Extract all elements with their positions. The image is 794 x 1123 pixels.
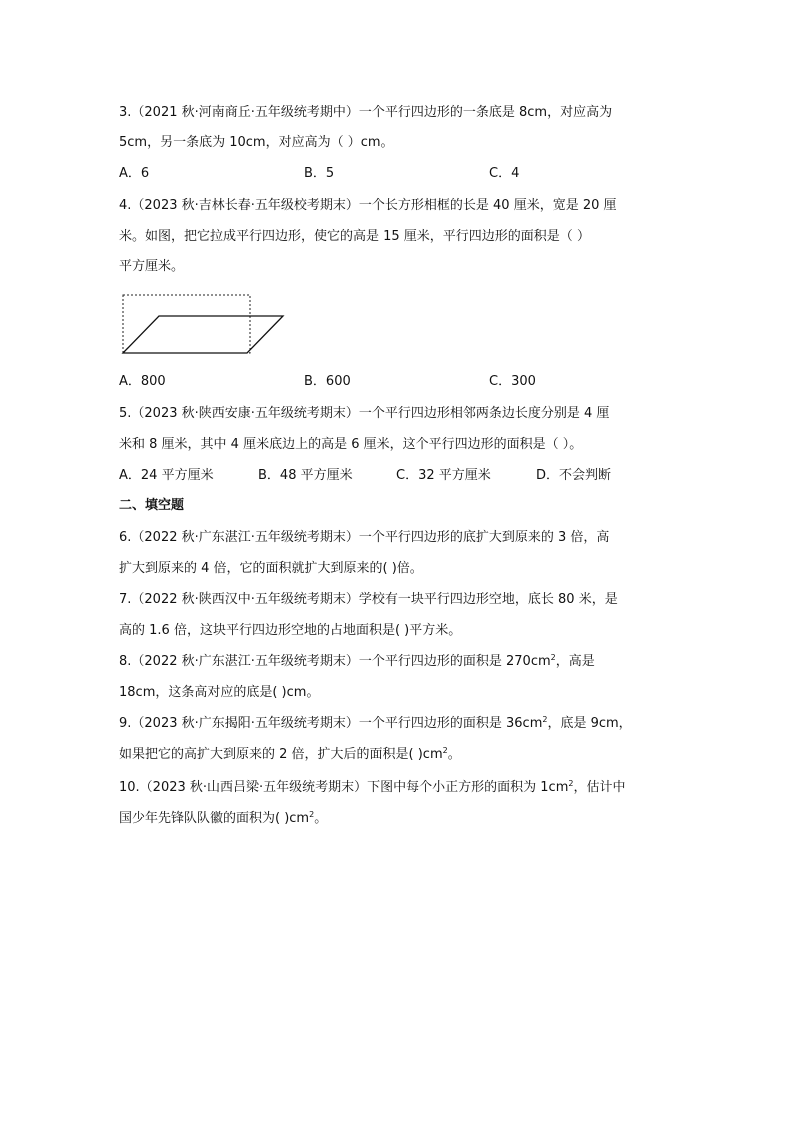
q10-superscript-2: 2	[309, 810, 315, 819]
q9-superscript-2: 2	[442, 746, 448, 755]
q5-line2: 米和 8 厘米，其中 4 厘米底边上的高是 6 厘米，这个平行四边形的面积是（ ）。	[119, 437, 583, 452]
q10-superscript-1: 2	[568, 779, 574, 788]
q8-superscript: 2	[550, 653, 556, 662]
q8-line1	[119, 654, 595, 670]
q6-line2: 扩大到原来的 4 倍，它的面积就扩大到原来的( )倍。	[119, 561, 423, 576]
q5-option-d: D．不会判断	[536, 468, 612, 483]
q9-line1-text: 9.（2023 秋·广东揭阳·五年级统考期末）一个平行四边形的面积是 36cm	[119, 716, 543, 731]
q4-option-c: C．300	[489, 374, 536, 389]
q4-option-a: A．800	[119, 374, 166, 389]
q5-option-b: B．48 平方厘米	[258, 468, 353, 483]
q5-option-a: A．24 平方厘米	[119, 468, 214, 483]
section-heading-fill-blank: 二、填空题	[119, 498, 185, 513]
q4-line1: 4.（2023 秋·吉林长春·五年级校考期末）一个长方形相框的长是 40 厘米，宽是 20 厘	[119, 198, 617, 213]
q6-line1: 6.（2022 秋·广东湛江·五年级统考期末）一个平行四边形的底扩大到原来的 3 倍，高	[119, 530, 610, 545]
q10-line1	[119, 780, 625, 796]
q8-line2: 18cm，这条高对应的底是( )cm。	[119, 685, 320, 700]
q10-line2-tail: 。	[314, 811, 328, 826]
q7-line2: 高的 1.6 倍，这块平行四边形空地的占地面积是( )平方米。	[119, 623, 462, 638]
q8-line1-text: 8.（2022 秋·广东湛江·五年级统考期末）一个平行四边形的面积是 270cm	[119, 654, 551, 669]
q10-line1-text: 10.（2023 秋·山西吕梁·五年级统考期末）下图中每个小正方形的面积为 1cm	[119, 780, 569, 795]
q3-line2: 5cm，另一条底为 10cm，对应高为（ ）cm。	[119, 135, 394, 150]
q8-line1-tail: ，高是	[555, 654, 595, 669]
q3-option-b: B．5	[304, 166, 335, 181]
q4-line3: 平方厘米。	[119, 259, 185, 274]
q10-line1-tail: ，估计中	[573, 780, 626, 795]
parallelogram-shape	[123, 316, 283, 353]
q9-line1	[119, 716, 632, 732]
q7-line1: 7.（2022 秋·陕西汉中·五年级统考期末）学校有一块平行四边形空地，底长 80 米，是	[119, 592, 618, 607]
parallelogram-figure	[119, 292, 289, 356]
q3-line1: 3.（2021 秋·河南商丘·五年级统考期中）一个平行四边形的一条底是 8cm，对应高为	[119, 105, 613, 120]
q3-option-a: A．6	[119, 166, 150, 181]
q4-option-b: B．600	[304, 374, 351, 389]
q10-line2-text: 国少年先锋队队徽的面积为( )cm	[119, 811, 310, 826]
q10-line2	[119, 811, 327, 827]
q9-superscript-1: 2	[542, 715, 548, 724]
q9-line2	[119, 747, 461, 763]
q4-line2: 米。如图，把它拉成平行四边形，使它的高是 15 厘米，平行四边形的面积是（ ）	[119, 229, 590, 244]
q9-line2-tail: 。	[447, 747, 461, 762]
q9-line1-tail: ，底是 9cm，	[547, 716, 632, 731]
original-rectangle-dashed	[123, 295, 250, 353]
q5-option-c: C．32 平方厘米	[396, 468, 491, 483]
q5-line1: 5.（2023 秋·陕西安康·五年级统考期末）一个平行四边形相邻两条边长度分别是 4 厘	[119, 406, 610, 421]
q9-line2-text: 如果把它的高扩大到原来的 2 倍，扩大后的面积是( )cm	[119, 747, 443, 762]
q3-option-c: C．4	[489, 166, 520, 181]
